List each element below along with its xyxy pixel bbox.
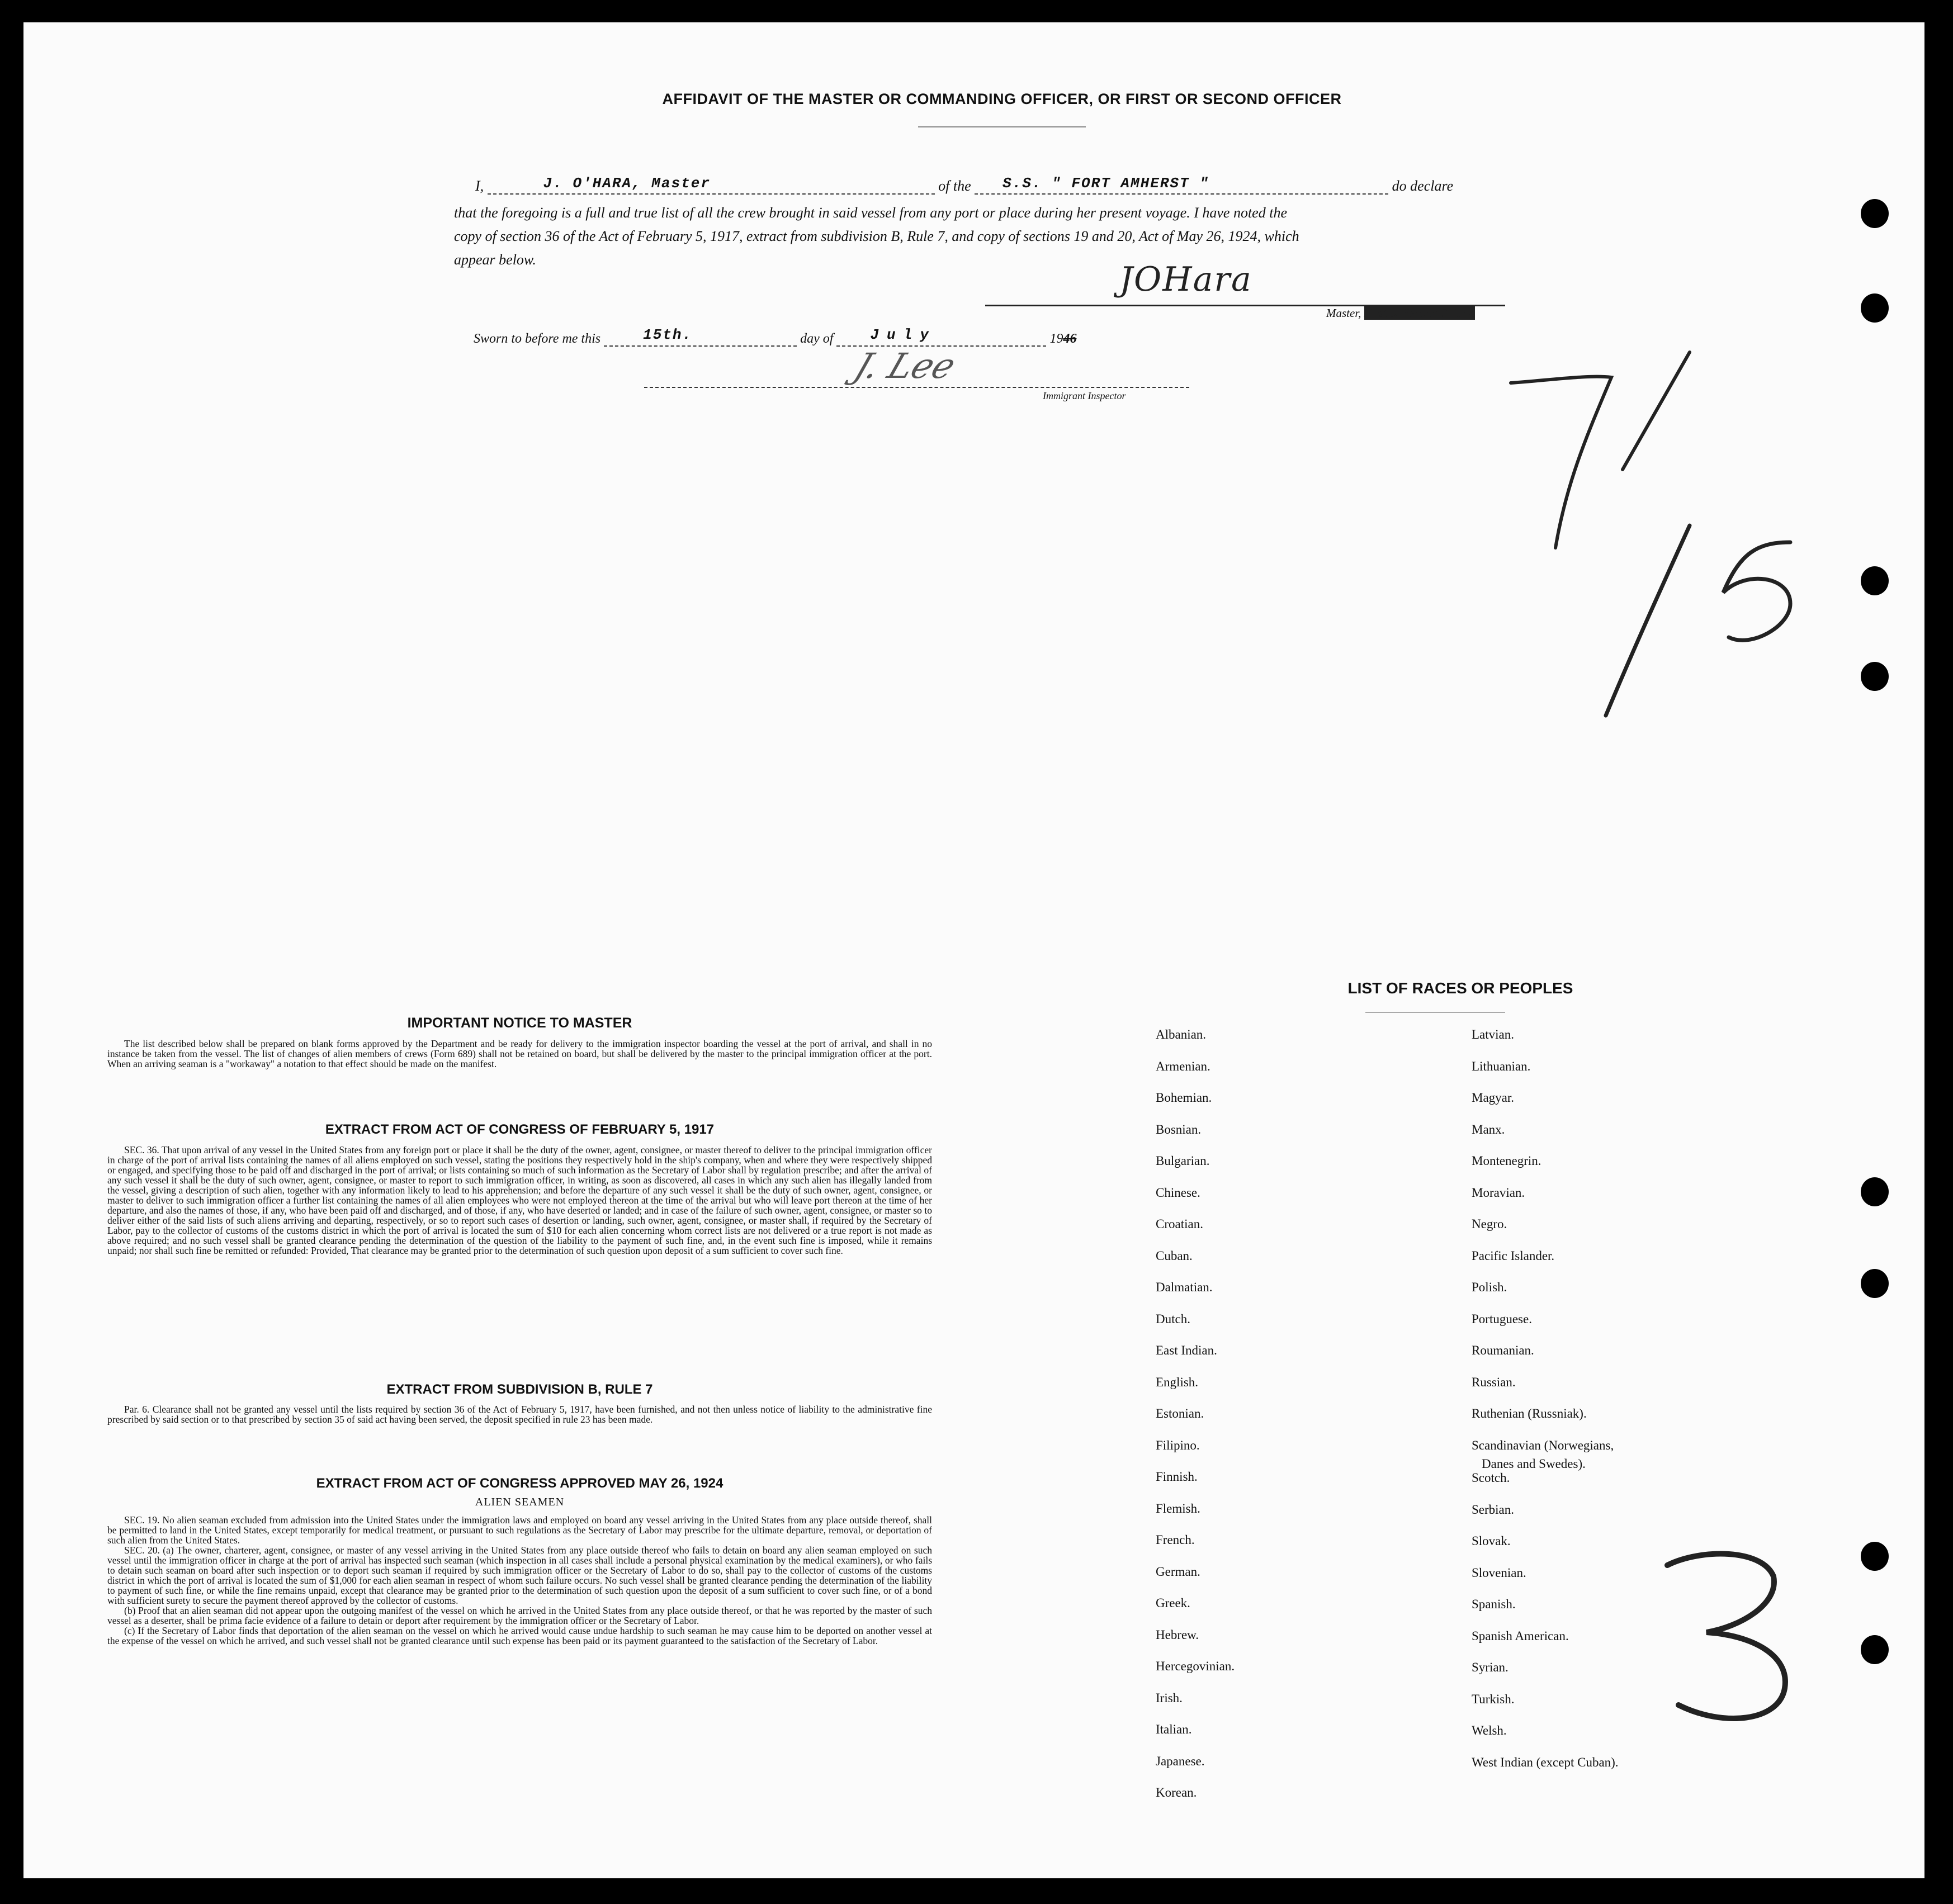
- punch-hole: [1861, 1542, 1889, 1571]
- race-item: Filipino.: [1156, 1438, 1200, 1452]
- race-item: Welsh.: [1472, 1723, 1507, 1737]
- race-item: Bohemian.: [1156, 1091, 1212, 1105]
- race-item: Chinese.: [1156, 1185, 1200, 1200]
- race-item: Flemish.: [1156, 1501, 1200, 1515]
- sworn-line: Sworn to before me this 15th. day of July 1946: [474, 326, 1077, 346]
- race-item: Roumanian.: [1472, 1343, 1534, 1357]
- races-title: LIST OF RACES OR PEOPLES: [1347, 979, 1573, 997]
- race-item: Russian.: [1472, 1375, 1516, 1389]
- race-item: Greek.: [1156, 1596, 1190, 1610]
- race-item: Magyar.: [1472, 1091, 1515, 1105]
- race-item: Serbian.: [1472, 1502, 1515, 1517]
- race-item: Cuban.: [1156, 1248, 1193, 1263]
- extract-1924-subtitle: ALIEN SEAMEN: [475, 1496, 565, 1508]
- race-item: Scandinavian (Norwegians,: [1472, 1438, 1614, 1452]
- punch-hole: [1861, 662, 1889, 691]
- punch-hole: [1861, 1269, 1889, 1298]
- sec20a-paragraph: SEC. 20. (a) The owner, charterer, agent, consignee, or master of any vessel arriving in the United States from any place outside thereof who fails to detain on board any alien seaman employed on such vessel until the immigration officer in charge at the port of arrival has inspected such seaman (which inspection in all cases shall include a personal physical examination by the medical examiners), or who fails to detain such seaman on board after such inspection or to deport such seaman if required by such immigration officer or the Secretary of Labor to do so, shall pay to the collector of customs of the customs district in which the port of arrival is located the sum of $1,000 for each alien seaman in respect of whom such failure occurs. No such vessel shall be granted clearance pending the determination of the liability to payment of such fine, or while the fine remains unpaid, except that clearance may be granted prior to the determination of such question upon the deposit of a sum sufficient to cover such fine, or of a bond with sufficient surety to secure the payment thereof approved by the collector of customs.: [107, 1545, 932, 1606]
- handwritten-date-mark: [1477, 335, 1835, 771]
- punch-hole: [1861, 1635, 1889, 1664]
- race-item: Slovenian.: [1472, 1565, 1526, 1580]
- document-page: [23, 22, 1924, 1878]
- notice-body: The list described below shall be prepared on blank forms approved by the Department and be ready for delivery to the immigration inspector boarding the vessel at the port of arrival, and shall in no instance be taken from the vessel. The list of changes of alien members of crews (Form 689) shall not be retained on board, but shall be delivered by the master to the principal immigration officer at the port. When an arriving seaman is a "workaway" a notation to that effect should be made on the manifest.: [107, 1038, 932, 1069]
- sec19-paragraph: SEC. 19. No alien seaman excluded from admission into the United States under the immigration laws and employed on board any vessel arriving in the United States from any place outside thereof, shall be permitted to land in the United States, except temporarily for medical treatment, or pursuant to such regulations as the Secretary of Labor may prescribe for the ultimate departure, removal, or deportation of such alien from the United States.: [107, 1514, 932, 1546]
- affidavit-statement: that the foregoing is a full and true list of all the crew brought in said vessel from any port or place during her present voyage. I have noted the copy of section 36 of the Act of February 5, 1917, extract from subdivision B, Rule 7, and copy of sections 19 and 20, Act of May 26, 1924, which appear below.: [454, 205, 1299, 268]
- race-item: English.: [1156, 1375, 1199, 1389]
- race-item: Italian.: [1156, 1722, 1192, 1736]
- race-item: Negro.: [1472, 1217, 1507, 1231]
- race-item: Albanian.: [1156, 1027, 1207, 1041]
- extract-1917-title: EXTRACT FROM ACT OF CONGRESS OF FEBRUARY 5, 1917: [325, 1122, 715, 1137]
- affidavit-title: AFFIDAVIT OF THE MASTER OR COMMANDING OFFICER, OR FIRST OR SECOND OFFICER: [662, 91, 1342, 107]
- scandinavian-continuation: Danes and Swedes).: [1482, 1457, 1586, 1471]
- race-item: French.: [1156, 1533, 1195, 1547]
- extract-1917-body: SEC. 36. That upon arrival of any vessel in the United States from any foreign port or place it shall be the duty of the owner, agent, consignee, or master thereof to deliver to the principal immigration officer in charge of the port of arrival lists containing the names of all aliens employed on such vessel, stating the positions they respectively hold in the ship's company, when and where they were respectively shipped or engaged, and specifying those to be paid off and discharged in the port of arrival; or lists containing so much of such information as the Secretary of Labor shall by regulation prescribe; and after the arrival of any such vessel it shall be the duty of such owner, agent, consignee, or master to report to such immigration officer, in writing, as soon as discovered, all cases in which any such alien has illegally landed from the vessel, giving a description of such alien, together with any information likely to lead to his apprehension; and before the departure of any such vessel it shall be the duty of such owner, agent, consignee, or master to deliver to such immigration officer a further list containing the names of all alien employees who were not employed thereon at the time of the arrival but who will leave port thereon at the time of her departure, and also the names of those, if any, who have been paid off and discharged, and of those, if any, who have deserted or landed; and in case of the failure of such owner, agent, consignee, or master so to deliver either of the said lists of such aliens arriving and departing, respectively, or so to report such cases of desertion or landing, such owner, agent, consignee, or master shall, if required by the Secretary of Labor, pay to the collector of customs of the customs district in which the port of arrival is located the sum of $10 for each alien concerning whom correct lists are not delivered or a true report is not made as above required; and no such vessel shall be granted clearance pending the determination of the question of the liability to the payment of such fine, and, in the event such fine is imposed, while it remains unpaid; nor shall such fine be remitted or refunded: Provided, That clearance may be granted prior to the determination of such question upon deposit of a sum sufficient to cover such fine.: [107, 1144, 932, 1256]
- races-title-rule: [1365, 1012, 1505, 1013]
- race-item: Croatian.: [1156, 1217, 1203, 1231]
- master-name-field[interactable]: [488, 174, 935, 195]
- race-item: German.: [1156, 1564, 1200, 1579]
- race-item: Korean.: [1156, 1785, 1197, 1799]
- race-item: Bosnian.: [1156, 1122, 1202, 1136]
- punch-hole: [1861, 199, 1889, 228]
- race-item: Dalmatian.: [1156, 1280, 1213, 1294]
- race-item: Turkish.: [1472, 1692, 1515, 1706]
- day-field[interactable]: 15th.: [604, 326, 797, 347]
- race-item: Bulgarian.: [1156, 1154, 1210, 1168]
- master-name-value: J. O'HARA, Master: [543, 175, 711, 192]
- inspector-signature: J. Lee: [849, 345, 962, 386]
- sec20c-paragraph: (c) If the Secretary of Labor finds that deportation of the alien seaman on the vessel on which he arrived would cause undue hardship to such seaman he may cause him to be deported on another vessel at the expense of the vessel on which he arrived, and such vessel shall not be granted clearance until such expense has been paid or its payment guaranteed to the satisfaction of the Secretary of Labor.: [107, 1625, 932, 1646]
- extract-1924-title: EXTRACT FROM ACT OF CONGRESS APPROVED MAY 26, 1924: [316, 1476, 723, 1491]
- race-item: Hercegovinian.: [1156, 1659, 1235, 1673]
- race-item: Slovak.: [1472, 1534, 1511, 1548]
- race-item: Irish.: [1156, 1690, 1183, 1705]
- race-item: East Indian.: [1156, 1343, 1217, 1357]
- vessel-name-field[interactable]: [975, 174, 1388, 195]
- punch-hole: [1861, 293, 1889, 323]
- year-field[interactable]: 46: [1063, 331, 1077, 346]
- extract-1924-body: [107, 1515, 932, 1646]
- race-item: Dutch.: [1156, 1311, 1190, 1326]
- race-item: Armenian.: [1156, 1059, 1210, 1073]
- race-item: Estonian.: [1156, 1406, 1204, 1420]
- inspector-label: Immigrant Inspector: [1043, 390, 1126, 401]
- punch-hole: [1861, 1177, 1889, 1206]
- race-item: Hebrew.: [1156, 1627, 1199, 1642]
- race-item: Pacific Islander.: [1472, 1248, 1555, 1263]
- race-item: Finnish.: [1156, 1470, 1198, 1484]
- race-item: Polish.: [1472, 1280, 1507, 1294]
- title-rule: [918, 126, 1086, 127]
- inspector-line: [644, 387, 1189, 388]
- race-item: Ruthenian (Russniak).: [1472, 1406, 1587, 1420]
- notice-title: IMPORTANT NOTICE TO MASTER: [407, 1015, 632, 1031]
- race-item: West Indian (except Cuban).: [1472, 1755, 1619, 1769]
- punch-hole: [1861, 566, 1889, 595]
- vessel-name-value: S.S. " FORT AMHERST ": [1002, 175, 1209, 192]
- race-item: Japanese.: [1156, 1754, 1205, 1768]
- month-field[interactable]: July: [836, 326, 1046, 347]
- race-item: Spanish American.: [1472, 1628, 1569, 1643]
- master-signature: JOHara: [1119, 260, 1252, 299]
- rule7-title: EXTRACT FROM SUBDIVISION B, RULE 7: [386, 1382, 653, 1397]
- race-item: Spanish.: [1472, 1597, 1516, 1611]
- master-title-label: Master, First or Second Officer.: [1326, 306, 1475, 320]
- race-item: Portuguese.: [1472, 1311, 1532, 1326]
- affidavit-name-line: I, J. O'HARA, Master of the S.S. " FORT AMHERST " do declare: [475, 175, 1454, 194]
- rule7-body: Par. 6. Clearance shall not be granted any vessel until the lists required by section 36 of the Act of February 5, 1917, have been furnished, and not then unless notice of liability to the administrative fine prescribed by said section or to that prescribed by section 35 of said act having been served, the deposit specified in rule 23 has been made.: [107, 1404, 932, 1425]
- race-item: Manx.: [1472, 1122, 1505, 1136]
- race-item: Latvian.: [1472, 1027, 1514, 1041]
- race-item: Moravian.: [1472, 1185, 1525, 1200]
- race-item: Scotch.: [1472, 1471, 1510, 1485]
- race-item: Syrian.: [1472, 1660, 1509, 1674]
- sec20b-paragraph: (b) Proof that an alien seaman did not appear upon the outgoing manifest of the vessel on which he arrived in the United States from any place outside thereof, or that he was reported by the master of such vessel as a deserter, shall be prima facie evidence of a failure to detain or deport after requirement by the immigration officer or the Secretary of Labor.: [107, 1605, 932, 1626]
- handwritten-page-number: [1656, 1543, 1801, 1733]
- race-item: Lithuanian.: [1472, 1059, 1531, 1073]
- race-item: Montenegrin.: [1472, 1154, 1541, 1168]
